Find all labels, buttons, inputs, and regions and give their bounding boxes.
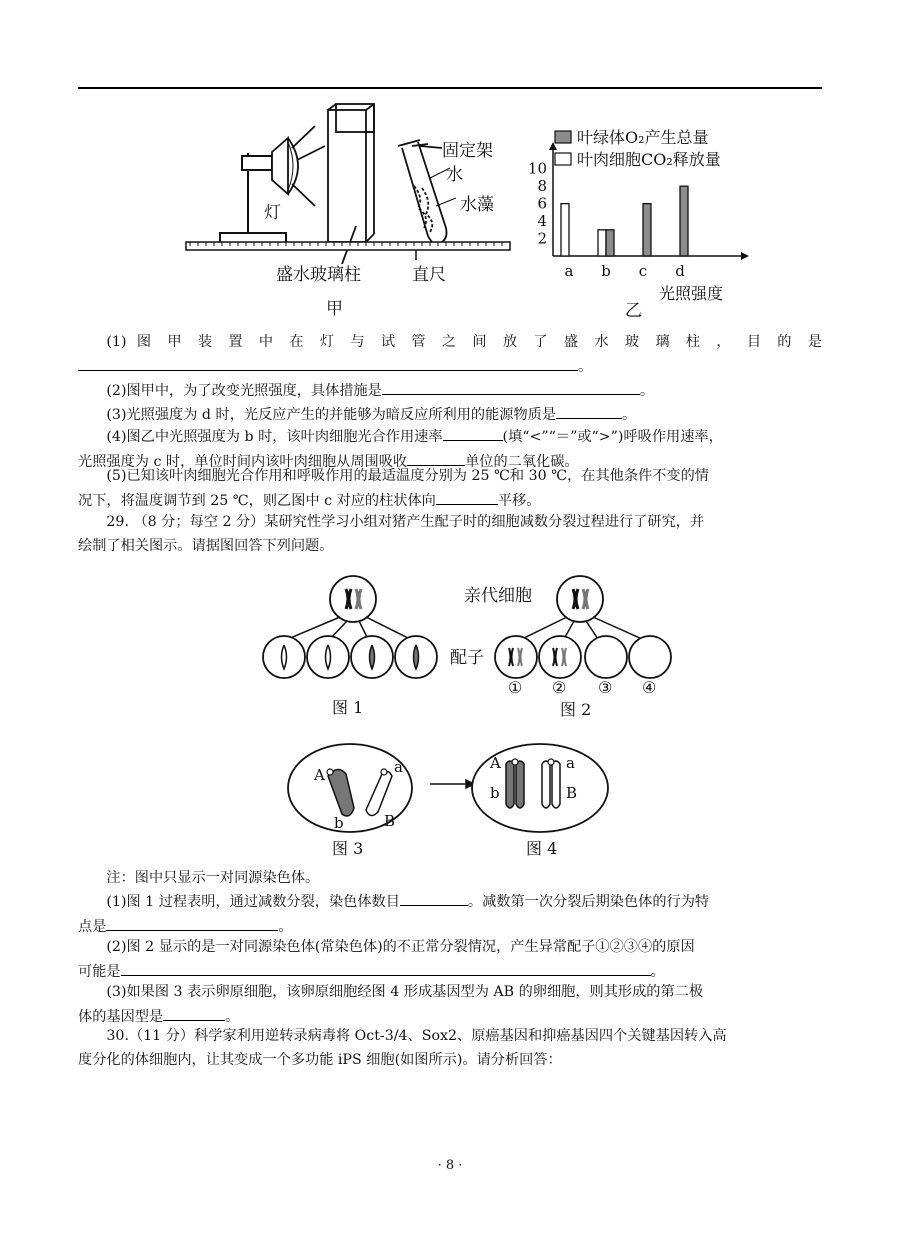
ruler — [186, 242, 510, 260]
figure-2-diagram — [450, 576, 671, 719]
answer-blank-1[interactable] — [78, 354, 578, 371]
answer-blank-s1b[interactable] — [106, 914, 278, 931]
question-5 — [78, 464, 822, 513]
figure-3-diagram — [288, 744, 412, 858]
s3-text-a: (3)如果图 3 表示卵原细胞，该卵原细胞经图 4 形成基因型为 AB 的卵细胞，则其形成的第二极 — [106, 984, 704, 1000]
q4-text-c: 光照强度为 c 时，单位时间内该叶肉细胞从周围吸收 — [78, 454, 408, 470]
x-tick-label-d: d — [675, 262, 685, 280]
fig1-parent-cell — [330, 576, 376, 622]
q2-end: 。 — [639, 383, 655, 399]
legend-label-co2: 叶肉细胞CO₂释放量 — [577, 150, 721, 169]
s3-text-b: 体的基因型是 — [78, 1009, 164, 1025]
gamete-number-1: ① — [508, 678, 523, 697]
fig2-caption: 图 2 — [560, 700, 592, 719]
fig3-allele-b: b — [334, 814, 344, 832]
x-tick-label-a: a — [564, 262, 574, 280]
q1-end: 。 — [578, 359, 593, 375]
q4-text-a: (4)图乙中光照强度为 b 时，该叶肉细胞光合作用速率 — [106, 429, 443, 445]
fig3-caption: 图 3 — [332, 839, 364, 858]
legend-swatch-co2 — [555, 153, 571, 165]
q3-text: (3)光照强度为 d 时，光反应产生的并能够为暗反应所利用的能源物质是 — [106, 407, 557, 423]
s1-text-d: 。 — [278, 919, 293, 935]
y-tick-label: 6 — [537, 194, 547, 213]
fig2-parent-cell — [557, 576, 603, 622]
s1-text-b: 。减数第一次分裂后期染色体的行为特 — [467, 894, 710, 910]
answer-blank-5[interactable] — [436, 488, 498, 505]
meiosis-figure-3-4 — [280, 738, 640, 866]
question-29 — [78, 510, 822, 558]
x-axis-label: 光照强度 — [659, 284, 724, 303]
q5-text-b: 况下，将温度调节到 25 ℃，则乙图中 c 对应的柱状体向 — [78, 493, 436, 509]
y-tick-label: 2 — [537, 229, 547, 248]
bar-o2-c — [643, 204, 651, 256]
q3-end: 。 — [622, 407, 637, 423]
bar-co2-b — [598, 230, 606, 256]
sub-question-1 — [78, 889, 822, 939]
gamete-number-3: ③ — [598, 678, 613, 697]
gamete-4 — [629, 636, 671, 678]
s2-text-a: (2)图 2 显示的是一对同源染色体(常染色体)的不正常分裂情况，产生异常配子①②③④的原因 — [106, 939, 695, 955]
q5-text-a: (5)已知该叶肉细胞光合作用和呼吸作用的最适温度分别为 25 ℃和 30 ℃，在其他条件不变的情 — [106, 468, 709, 484]
q5-text-c: 平移。 — [497, 493, 541, 509]
arrow-icon — [430, 780, 474, 788]
fig4-allele-b: b — [490, 784, 500, 802]
note-text: 注：图中只显示一对同源染色体。 — [106, 870, 320, 886]
top-rule — [78, 87, 822, 89]
q4-text-b: (填“<”“＝”或“>”)呼吸作用速率， — [502, 429, 723, 445]
meiosis-figure-1-2 — [250, 565, 690, 725]
parent-cell-label: 亲代细胞 — [464, 586, 532, 606]
water-label: 水 — [446, 165, 463, 185]
s2-text-c: 。 — [650, 964, 665, 980]
gamete-2 — [539, 636, 581, 678]
gamete-number-4: ④ — [642, 678, 657, 697]
s2-text-b: 可能是 — [78, 964, 121, 980]
gamete-label: 配子 — [450, 648, 484, 668]
question-1 — [78, 330, 822, 379]
legend-swatch-o2 — [555, 131, 571, 143]
lamp-icon — [272, 126, 325, 206]
column-label: 盛水玻璃柱 — [276, 265, 361, 285]
y-tick-label: 8 — [537, 177, 547, 196]
answer-blank-2[interactable] — [382, 378, 640, 395]
answer-blank-4a[interactable] — [443, 424, 503, 441]
figure-yi-caption: 乙 — [625, 301, 642, 320]
s3-text-c: 。 — [225, 1009, 240, 1025]
bar-o2-b — [606, 230, 614, 256]
fig3-allele-A: A — [314, 766, 325, 784]
s1-text-a: (1)图 1 过程表明，通过减数分裂，染色体数目 — [106, 894, 400, 910]
answer-blank-s3[interactable] — [163, 1004, 225, 1021]
x-tick-label-c: c — [638, 262, 648, 280]
figure-jia-caption: 甲 — [326, 299, 343, 319]
legend-label-o2: 叶绿体O₂产生总量 — [577, 128, 709, 147]
ruler-label: 直尺 — [412, 265, 446, 285]
bar-chart — [515, 120, 775, 320]
fig4-allele-B: B — [566, 784, 578, 802]
gamete-number-2: ② — [552, 678, 567, 697]
water-column — [328, 104, 374, 264]
bar-o2-d — [680, 186, 688, 256]
q4-text-d: 单位的二氧化碳。 — [465, 454, 579, 470]
question-30 — [78, 1024, 822, 1072]
gamete-1 — [495, 636, 537, 678]
answer-blank-3[interactable] — [556, 402, 622, 419]
x-axis-arrow — [741, 252, 749, 260]
x-tick-label-b: b — [601, 262, 611, 280]
q29-text-a: 29. （8 分；每空 2 分）某研究性学习小组对猪产生配子时的细胞减数分裂过程进行了研究，并 — [106, 514, 705, 530]
q29-text-b: 绘制了相关图示。请据图回答下列问题。 — [78, 538, 334, 554]
y-tick-label: 4 — [537, 212, 547, 231]
q30-text-b: 度分化的体细胞内，让其变成一个多功能 iPS 细胞(如图所示)。请分析回答： — [78, 1052, 562, 1068]
algae-label: 水藻 — [460, 195, 494, 215]
answer-blank-s1a[interactable] — [400, 889, 468, 906]
question-1-text: (1) 图 甲 装 置 中 在 灯 与 试 管 之 间 放 了 盛 水 玻 璃 柱 ， 目 的 是 — [106, 334, 822, 350]
apparatus-figure — [180, 98, 520, 320]
lamp-label: 灯 — [264, 203, 281, 223]
question-2 — [78, 378, 822, 403]
s1-text-c: 点是 — [78, 919, 107, 935]
sub-question-2 — [78, 935, 822, 984]
y-tick-label: 10 — [527, 159, 547, 178]
support-label: 固定架 — [442, 141, 493, 161]
gamete-3 — [585, 636, 627, 678]
fig3-allele-B: B — [384, 812, 396, 830]
fig4-allele-a: a — [566, 754, 575, 772]
answer-blank-s2[interactable] — [121, 959, 651, 976]
sub-question-3 — [78, 980, 822, 1029]
bar-co2-a — [561, 204, 569, 256]
figure-4-diagram — [472, 744, 608, 858]
fig4-caption: 图 4 — [526, 839, 558, 858]
q2-text: (2)图甲中，为了改变光照强度，具体措施是 — [106, 383, 382, 399]
note — [78, 866, 822, 890]
fig3-allele-a: a — [394, 758, 403, 776]
figure-1-diagram — [263, 576, 437, 717]
page-number: · 8 · — [437, 1158, 463, 1173]
fig1-caption: 图 1 — [332, 698, 364, 717]
q30-text-a: 30.（11 分）科学家利用逆转录病毒将 Oct-3/4、Sox2、原癌基因和抑癌基因四个关键基因转入高 — [106, 1028, 727, 1044]
fig4-allele-A: A — [490, 754, 501, 772]
